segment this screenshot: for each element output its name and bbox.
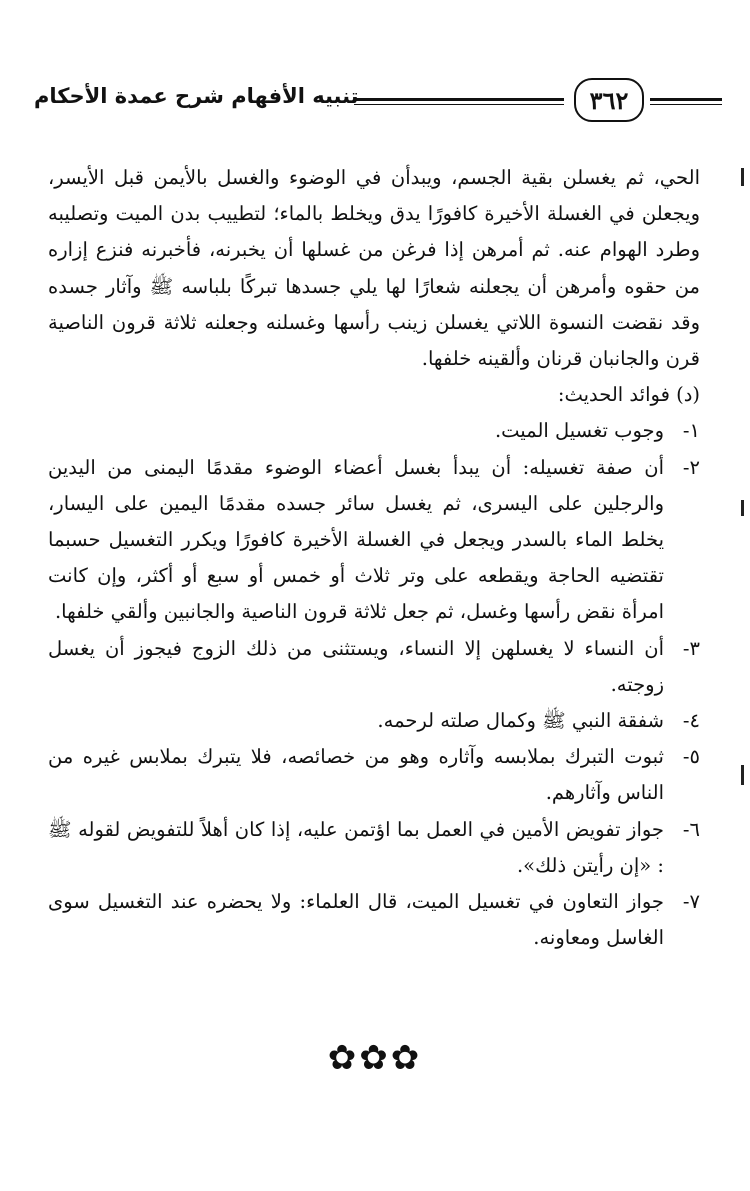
item-number: ٦- <box>682 817 700 841</box>
item-number: ٥- <box>682 745 700 769</box>
header-rule-middle <box>354 98 564 105</box>
intro-paragraph: الحي، ثم يغسلن بقية الجسم، ويبدأن في الوضوء والغسل بالأيمن قبل الأيسر، ويجعلن في الغسلة الأخيرة كافورًا يدق ويخلط بالماء؛ لتطييب بدن الميت وتصليبه وطرد الهوام عنه. ثم أمرهن إذا فرغن من غسلها أن يخبرنه، فأخبرنه فنزع إزاره من حقوه وأمرهن أن يجعلنه شعارًا لها يلي جسدها تبركًا بلباسه ﷺ وآثار جسده وقد نقضت النسوة اللاتي يغسلن زينب رأسها وغسلنه وجعلنه ثلاثة قرون الناصية قرن والجانبان قرنان وألقينه خلفها. <box>48 166 700 371</box>
end-ornament-icon: ✿✿✿ <box>327 1038 423 1078</box>
item-number: ٢- <box>682 455 700 479</box>
item-text: جواز تفويض الأمين في العمل بما اؤتمن عليه، إذا كان أهلاً للتفويض لقوله ﷺ : «إن رأيتن ذلك». <box>48 817 664 877</box>
scan-edge-mark <box>741 168 744 186</box>
page-header <box>28 78 722 130</box>
scan-edge-mark <box>741 500 744 516</box>
list-item <box>48 631 700 703</box>
item-text: أن النساء لا يغسلهن إلا النساء، ويستثنى من ذلك الزوج فيجوز أن يغسل زوجته. <box>48 636 664 696</box>
list-item <box>48 884 700 956</box>
item-text: شفقة النبي ﷺ وكمال صلته لرحمه. <box>377 709 664 733</box>
item-text: وجوب تغسيل الميت. <box>494 419 664 443</box>
scan-edge-mark <box>741 765 744 785</box>
section-title: (د) فوائد الحديث: <box>557 383 700 407</box>
page-body <box>48 160 700 956</box>
page-number: ٣٦٢ <box>574 78 644 122</box>
list-item <box>48 450 700 631</box>
item-text: ثبوت التبرك بملابسه وآثاره وهو من خصائصه، فلا يتبرك بملابس غيره من الناس وآثارهم. <box>48 745 664 805</box>
item-number: ٤- <box>682 709 700 733</box>
item-number: ٧- <box>682 890 700 914</box>
list-item <box>48 812 700 884</box>
item-text: أن صفة تغسيله: أن يبدأ بغسل أعضاء الوضوء مقدمًا اليمنى من اليدين والرجلين على اليسرى، ثم يغسل سائر جسده مقدمًا اليمين على اليسار، يخلط الماء بالسدر ويجعل في الغسلة الأخيرة كافورًا ويكرر التغسيل حسبما تقتضيه الحاجة ويقطعه على وتر ثلاث أو خمس أو سبع أو أكثر، وإن كانت امرأة نقض رأسها وغسل، ثم جعل ثلاثة قرون الناصية والجانبين وألقي خلفها. <box>48 455 664 624</box>
item-number: ٣- <box>682 636 700 660</box>
list-item <box>48 413 700 449</box>
item-number: ١- <box>682 419 700 443</box>
item-text: جواز التعاون في تغسيل الميت، قال العلماء: ولا يحضره عند التغسيل سوى الغاسل ومعاونه. <box>48 890 664 950</box>
list-item <box>48 703 700 739</box>
list-item <box>48 739 700 811</box>
book-title: تنبيه الأفهام شرح عمدة الأحكام <box>34 84 359 108</box>
header-rule-right <box>650 98 722 105</box>
